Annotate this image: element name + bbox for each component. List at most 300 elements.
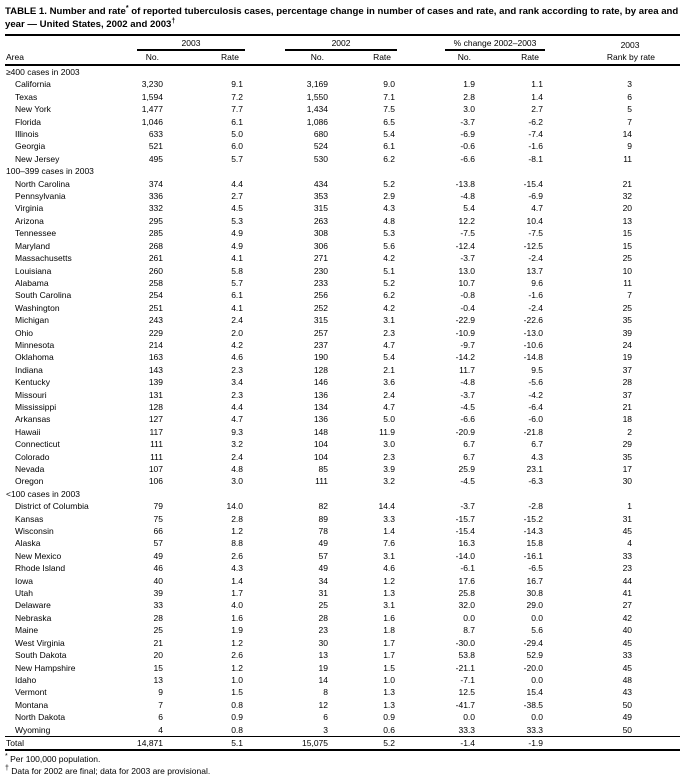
cell-rate-2003: 4.4 xyxy=(231,178,244,189)
cell-change-rate: 0.0 xyxy=(531,674,544,685)
cell-rate-2002: 7.6 xyxy=(383,538,396,549)
cell-rate-2002: 3.1 xyxy=(383,600,396,611)
cell-rank: 50 xyxy=(622,699,633,710)
cell-rank: 45 xyxy=(622,662,633,673)
cell-rank: 42 xyxy=(622,612,633,623)
cell-no-2003: 3,230 xyxy=(141,79,163,90)
table-row xyxy=(5,78,680,90)
cell-rank: 24 xyxy=(622,339,633,350)
table-row xyxy=(5,562,680,574)
table-row xyxy=(5,500,680,512)
table-row xyxy=(5,438,680,450)
cell-no-2002: 230 xyxy=(313,265,329,276)
cell-no-2002: 256 xyxy=(313,290,329,301)
cell-change-rate: 13.7 xyxy=(526,265,544,276)
cell-rate-2003: 2.6 xyxy=(231,650,244,661)
cell-no-2002: 680 xyxy=(313,129,329,140)
cell-rate-2003: 2.0 xyxy=(231,327,244,338)
cell-change-rate: 52.9 xyxy=(526,650,544,661)
cell-change-rate: -14.8 xyxy=(523,352,544,363)
col-group-2002 xyxy=(245,35,397,51)
area-label: Iowa xyxy=(15,575,33,586)
cell-change-no: -12.4 xyxy=(455,240,476,251)
table-row xyxy=(5,463,680,475)
cell-rate-2003: 7.2 xyxy=(231,91,244,102)
cell-change-rate: -2.4 xyxy=(528,302,544,313)
cell-no-2003: 214 xyxy=(148,339,163,350)
cell-no-2003: 127 xyxy=(148,414,163,425)
area-label: Rhode Island xyxy=(15,563,66,574)
area-label: District of Columbia xyxy=(15,501,89,512)
section-header-row xyxy=(5,488,680,500)
cell-no-2002: 190 xyxy=(313,352,329,363)
cell-rank: 9 xyxy=(627,141,633,152)
cell-no-2002: 30 xyxy=(318,637,329,648)
area-label: South Carolina xyxy=(15,290,72,301)
cell-no-2003: 28 xyxy=(153,612,163,623)
cell-no-2002: 23 xyxy=(318,625,329,636)
area-label: Michigan xyxy=(15,315,50,326)
cell-rank: 7 xyxy=(627,116,633,127)
cell-change-no: 25.8 xyxy=(458,588,476,599)
cell-no-2002: 308 xyxy=(313,228,329,239)
cell-change-rate: 9.5 xyxy=(531,364,544,375)
cell-rank: 27 xyxy=(622,600,633,611)
area-label: Montana xyxy=(15,699,49,710)
cell-rate-2003: 4.0 xyxy=(231,600,244,611)
cell-rate-2002: 3.2 xyxy=(383,476,396,487)
cell-change-no: -14.2 xyxy=(455,352,476,363)
col-header-area: Area xyxy=(5,51,112,65)
cell-change-no: 10.7 xyxy=(458,277,476,288)
table-title-text: TABLE 1. Number and rate xyxy=(5,6,126,17)
cell-rate-2003: 4.6 xyxy=(231,352,244,363)
cell-change-no: 12.2 xyxy=(458,215,476,226)
cell-no-2002: 6 xyxy=(323,712,329,723)
cell-rate-2002: 1.3 xyxy=(383,699,396,710)
cell-no-2003: 49 xyxy=(153,550,163,561)
cell-change-no: -9.7 xyxy=(460,339,476,350)
cell-rate-2002: 9.0 xyxy=(383,79,396,90)
table-row xyxy=(5,513,680,525)
table-row xyxy=(5,339,680,351)
cell-change-no: -4.8 xyxy=(460,377,476,388)
cell-rank: 32 xyxy=(622,191,633,202)
cell-rank: 23 xyxy=(622,563,633,574)
cell-change-rate: -2.4 xyxy=(528,253,544,264)
cell-rank: 21 xyxy=(622,401,633,412)
cell-no-2002: 3 xyxy=(323,724,329,735)
area-label: Indiana xyxy=(15,364,43,375)
table-row xyxy=(5,649,680,661)
cell-rank: 18 xyxy=(622,414,633,425)
cell-change-no: -3.7 xyxy=(460,389,476,400)
area-label: Arizona xyxy=(15,215,44,226)
table-row xyxy=(5,724,680,737)
cell-no-2003: 25 xyxy=(153,625,163,636)
footnote-asterisk-marker: * xyxy=(5,753,8,761)
cell-no-2003: 7 xyxy=(158,699,163,710)
area-label: North Dakota xyxy=(15,712,66,723)
cell-change-no: -3.7 xyxy=(460,253,476,264)
cell-rank: 11 xyxy=(623,277,633,288)
table-row xyxy=(5,91,680,103)
cell-change-no: 11.7 xyxy=(459,364,476,375)
cell-rate-2002: 5.2 xyxy=(330,736,397,750)
cell-rate-2002: 5.0 xyxy=(383,414,396,425)
col-header-rate-2003: Rate xyxy=(165,51,245,65)
cell-rate-2002: 2.3 xyxy=(383,451,396,462)
area-label: Missouri xyxy=(15,389,47,400)
cell-change-rate: 30.8 xyxy=(526,588,544,599)
cell-no-2002: 315 xyxy=(313,203,329,214)
cell-rank: 28 xyxy=(622,377,633,388)
cell-change-no: 32.0 xyxy=(458,600,476,611)
cell-rank: 20 xyxy=(622,203,633,214)
cell-change-rate: -6.0 xyxy=(528,414,544,425)
table-row xyxy=(5,265,680,277)
area-label: Alabama xyxy=(15,277,49,288)
cell-rate-2003: 5.1 xyxy=(165,736,245,750)
cell-no-2002: 530 xyxy=(313,153,329,164)
cell-no-2003: 131 xyxy=(148,389,163,400)
cell-no-2002: 12 xyxy=(318,699,329,710)
cell-rate-2002: 0.9 xyxy=(383,712,396,723)
cell-rate-2003: 4.3 xyxy=(231,563,244,574)
cell-no-2002: 49 xyxy=(318,563,329,574)
cell-rate-2002: 6.2 xyxy=(383,153,396,164)
cell-change-rate: -6.3 xyxy=(528,476,544,487)
cell-rank: 33 xyxy=(622,650,633,661)
footnote-asterisk-text: Per 100,000 population. xyxy=(10,754,101,765)
table-row xyxy=(5,475,680,487)
cell-change-no: 5.4 xyxy=(463,203,476,214)
cell-rank: 4 xyxy=(627,538,633,549)
cell-change-rate: 16.7 xyxy=(526,575,544,586)
cell-no-2003: 143 xyxy=(148,364,163,375)
cell-rate-2003: 9.3 xyxy=(231,426,244,437)
cell-no-2002: 8 xyxy=(323,687,329,698)
cell-rank: 48 xyxy=(622,674,633,685)
cell-no-2002: 233 xyxy=(313,277,329,288)
cell-rate-2002: 1.2 xyxy=(383,575,396,586)
cell-no-2002: 1,550 xyxy=(306,91,329,102)
table-row xyxy=(5,128,680,140)
cell-rate-2002: 6.2 xyxy=(383,290,396,301)
cell-change-no: 17.6 xyxy=(458,575,476,586)
cell-change-no: -3.7 xyxy=(460,501,476,512)
cell-change-rate: -6.4 xyxy=(528,401,544,412)
area-label: Delaware xyxy=(15,600,51,611)
cell-change-no: -15.7 xyxy=(455,513,476,524)
cell-no-2003: 33 xyxy=(153,600,163,611)
area-group-spacer xyxy=(5,35,112,51)
table-row xyxy=(5,413,680,425)
area-label: Minnesota xyxy=(15,339,55,350)
cell-no-2002: 14 xyxy=(318,674,329,685)
cell-no-2002: 3,169 xyxy=(306,79,329,90)
col-header-rate-2002: Rate xyxy=(330,51,397,65)
cell-change-rate: -15.2 xyxy=(523,513,544,524)
cell-rate-2003: 5.7 xyxy=(231,153,244,164)
table-row xyxy=(5,711,680,723)
area-label: Vermont xyxy=(15,687,47,698)
cell-change-no: -0.4 xyxy=(460,302,476,313)
cell-rank: 14 xyxy=(622,129,633,140)
area-label: Illinois xyxy=(15,129,39,140)
cell-rate-2002: 11.9 xyxy=(379,426,396,437)
cell-no-2002: 89 xyxy=(318,513,329,524)
cell-change-rate: -7.5 xyxy=(528,228,544,239)
cell-rate-2002: 1.8 xyxy=(383,625,396,636)
cell-no-2003: 15 xyxy=(153,662,163,673)
cell-no-2003: 258 xyxy=(148,277,163,288)
col-group-change xyxy=(397,35,545,51)
cell-rate-2003: 1.4 xyxy=(231,575,244,586)
cell-no-2003: 229 xyxy=(148,327,163,338)
cell-no-2003: 260 xyxy=(148,265,163,276)
cell-no-2003: 633 xyxy=(148,129,163,140)
cell-no-2002: 19 xyxy=(318,662,329,673)
cell-rate-2003: 1.2 xyxy=(231,637,244,648)
cell-rate-2003: 4.9 xyxy=(231,228,244,239)
cell-rank: 35 xyxy=(622,315,633,326)
cell-rate-2002: 1.5 xyxy=(383,662,396,673)
cell-rate-2003: 4.8 xyxy=(231,464,244,474)
table-row xyxy=(5,674,680,686)
cell-change-no: -30.0 xyxy=(455,637,476,648)
cell-rate-2002: 1.7 xyxy=(383,637,396,648)
col-group-rank-label: 2003 xyxy=(620,40,640,50)
cell-rank: 33 xyxy=(622,550,633,561)
cell-change-no: 0.0 xyxy=(463,712,476,723)
area-label: Louisiana xyxy=(15,265,52,276)
cell-no-2003: 1,477 xyxy=(141,104,163,115)
table-row xyxy=(5,327,680,339)
area-label: Wyoming xyxy=(15,724,51,735)
total-row xyxy=(5,736,680,750)
cell-no-2003: 261 xyxy=(148,253,163,264)
area-label: Pennsylvania xyxy=(15,191,66,202)
cell-change-rate: -1.6 xyxy=(528,290,544,301)
cell-no-2002: 237 xyxy=(313,339,329,350)
cell-rate-2002: 7.5 xyxy=(383,104,396,115)
cell-no-2003: 4 xyxy=(158,724,163,735)
cell-change-no: 16.3 xyxy=(458,538,476,549)
cell-no-2002: 13 xyxy=(318,650,329,661)
cell-no-2002: 78 xyxy=(318,526,329,537)
cell-no-2002: 82 xyxy=(318,501,329,512)
cell-rank: 30 xyxy=(622,476,633,487)
area-label: Maine xyxy=(15,625,39,636)
area-label: New York xyxy=(15,104,51,115)
table-row xyxy=(5,599,680,611)
table-row xyxy=(5,587,680,599)
cell-no-2003: 268 xyxy=(148,240,163,251)
cell-change-no: 6.7 xyxy=(463,439,476,450)
cell-change-rate: -15.4 xyxy=(523,178,544,189)
table-row xyxy=(5,252,680,264)
cell-change-rate: -20.0 xyxy=(523,662,544,673)
cell-no-2003: 117 xyxy=(149,426,163,437)
table-row xyxy=(5,662,680,674)
cell-rate-2003: 2.4 xyxy=(231,451,244,462)
col-group-2002-label: 2002 xyxy=(285,38,397,51)
cell-no-2003: 254 xyxy=(148,290,163,301)
cell-rate-2003: 3.2 xyxy=(231,439,244,450)
cell-rank: 3 xyxy=(627,79,633,90)
cell-change-rate: 4.7 xyxy=(531,203,544,214)
cell-rank: 25 xyxy=(622,253,633,264)
area-label: Utah xyxy=(15,588,33,599)
cell-rate-2003: 5.7 xyxy=(231,277,244,288)
cell-rate-2003: 0.8 xyxy=(231,724,244,735)
cell-no-2002: 34 xyxy=(318,575,329,586)
cell-no-2003: 111 xyxy=(150,451,163,462)
table-row xyxy=(5,227,680,239)
area-label: Nevada xyxy=(15,464,45,474)
cell-change-rate: -6.2 xyxy=(528,116,544,127)
cell-no-2003: 111 xyxy=(150,439,163,450)
cell-change-no: -10.9 xyxy=(455,327,476,338)
cell-change-no: -41.7 xyxy=(455,699,476,710)
cell-change-rate: 23.1 xyxy=(526,464,544,474)
area-label: Massachusetts xyxy=(15,253,72,264)
cell-change-no: -6.1 xyxy=(460,563,476,574)
cell-rank: 7 xyxy=(627,290,633,301)
cell-change-rate: -38.5 xyxy=(523,699,544,710)
cell-rate-2002: 3.3 xyxy=(383,513,396,524)
cell-rate-2002: 5.4 xyxy=(383,129,396,140)
area-label: Tennessee xyxy=(15,228,57,239)
cell-rank: 31 xyxy=(622,513,633,524)
cell-change-rate: 1.4 xyxy=(531,91,544,102)
cell-rate-2003: 1.2 xyxy=(231,526,244,537)
table-row xyxy=(5,140,680,152)
cell-change-rate: 0.0 xyxy=(531,612,544,623)
cell-rate-2003: 6.1 xyxy=(231,290,244,301)
cell-rate-2002: 3.9 xyxy=(383,464,396,474)
cell-rank: 37 xyxy=(622,389,633,400)
cell-rate-2003: 1.7 xyxy=(231,588,244,599)
cell-rate-2002: 5.2 xyxy=(383,277,396,288)
cell-rate-2003: 2.6 xyxy=(231,550,244,561)
cell-rank: 6 xyxy=(627,91,633,102)
cell-no-2003: 1,594 xyxy=(141,91,163,102)
cell-no-2003: 14,871 xyxy=(112,736,165,750)
table-title xyxy=(5,5,680,31)
cell-rate-2003: 2.4 xyxy=(231,315,244,326)
cell-no-2003: 46 xyxy=(153,563,163,574)
cell-change-rate: 0.0 xyxy=(531,712,544,723)
footnotes xyxy=(5,754,680,776)
cell-change-rate: 15.8 xyxy=(526,538,544,549)
cell-rate-2003: 9.1 xyxy=(231,79,244,90)
cell-rate-2002: 5.2 xyxy=(383,178,396,189)
col-header-no-2002: No. xyxy=(245,51,330,65)
area-label: Kansas xyxy=(15,513,44,524)
cell-no-2002: 434 xyxy=(313,178,329,189)
cell-rate-2002: 14.4 xyxy=(378,501,396,512)
cell-no-2002: 111 xyxy=(315,476,329,487)
cell-change-no: -13.8 xyxy=(455,178,476,189)
cell-rank: 43 xyxy=(622,687,633,698)
cell-rank: 15 xyxy=(622,228,633,239)
cell-change-rate: 2.7 xyxy=(531,104,544,115)
cell-change-rate: 10.4 xyxy=(526,215,544,226)
table-row xyxy=(5,686,680,698)
cell-no-2003: 20 xyxy=(153,650,163,661)
area-label: Arkansas xyxy=(15,414,51,425)
cell-rate-2002: 4.6 xyxy=(383,563,396,574)
area-label: Washington xyxy=(15,302,60,313)
cell-rank: 1 xyxy=(627,501,633,512)
cell-change-no: -0.8 xyxy=(460,290,476,301)
cell-rate-2002: 2.4 xyxy=(383,389,396,400)
area-label: Virginia xyxy=(15,203,44,214)
cell-rate-2002: 1.3 xyxy=(383,687,396,698)
cell-rate-2002: 3.0 xyxy=(383,439,396,450)
cell-no-2003: 1,046 xyxy=(141,116,163,127)
cell-rate-2003: 4.4 xyxy=(231,401,244,412)
cell-no-2003: 139 xyxy=(148,377,163,388)
cell-rank: 37 xyxy=(622,364,633,375)
area-label: South Dakota xyxy=(15,650,67,661)
area-label: Connecticut xyxy=(15,439,60,450)
cell-rate-2002: 5.3 xyxy=(383,228,396,239)
cell-change-no: -14.0 xyxy=(455,550,476,561)
cell-change-no: -4.5 xyxy=(460,476,476,487)
cell-change-no: 53.8 xyxy=(458,650,476,661)
cell-no-2003: 336 xyxy=(148,191,163,202)
table-row xyxy=(5,116,680,128)
cell-rank: 19 xyxy=(622,352,633,363)
cell-change-no: -15.4 xyxy=(455,526,476,537)
area-label: Texas xyxy=(15,91,38,102)
col-header-rate-change: Rate xyxy=(477,51,545,65)
area-label: Oklahoma xyxy=(15,352,54,363)
cell-rate-2002: 4.7 xyxy=(383,339,396,350)
table-row xyxy=(5,426,680,438)
area-label: Ohio xyxy=(15,327,33,338)
cell-rate-2002: 0.6 xyxy=(383,724,396,735)
cell-rate-2002: 1.6 xyxy=(383,612,396,623)
cell-no-2002: 28 xyxy=(318,612,329,623)
cell-no-2002: 31 xyxy=(318,588,329,599)
table-row xyxy=(5,153,680,165)
table-row xyxy=(5,351,680,363)
col-group-2003-label: 2003 xyxy=(137,38,245,51)
area-label: Kentucky xyxy=(15,377,50,388)
table-row xyxy=(5,451,680,463)
table-row xyxy=(5,401,680,413)
cell-change-no: -4.8 xyxy=(460,191,476,202)
table-row xyxy=(5,699,680,711)
cell-change-no: -20.9 xyxy=(455,426,476,437)
cell-change-no: 33.3 xyxy=(458,724,476,735)
cell-no-2002: 15,075 xyxy=(245,736,330,750)
cell-rank: 35 xyxy=(622,451,633,462)
table-row xyxy=(5,302,680,314)
cell-change-rate: 5.6 xyxy=(531,625,544,636)
cell-no-2002: 104 xyxy=(313,451,329,462)
section-label: 100–399 cases in 2003 xyxy=(6,166,94,177)
cell-rate-2003: 14.0 xyxy=(226,501,244,512)
cell-rank: 17 xyxy=(622,464,633,474)
area-label: Georgia xyxy=(15,141,46,152)
cell-rank: 44 xyxy=(622,575,633,586)
cell-rank: 25 xyxy=(622,302,633,313)
